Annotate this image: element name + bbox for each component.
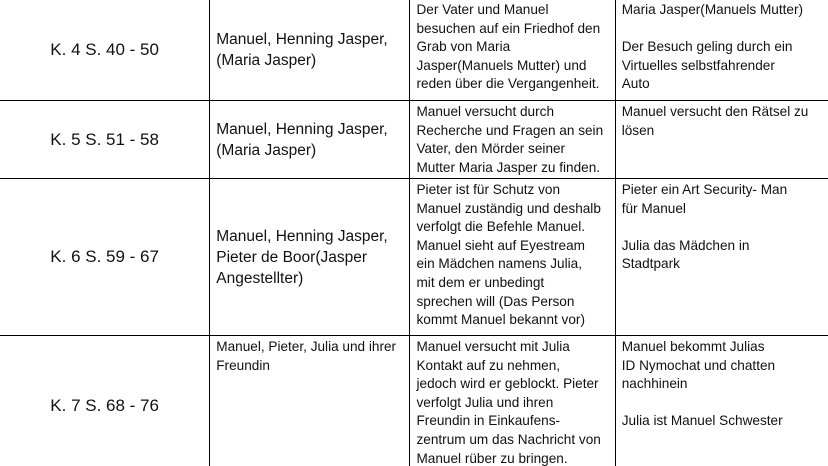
notes-text: Manuel versucht den Rätsel zu lösen bbox=[621, 104, 809, 138]
notes-text: Pieter ein Art Security- Man für Manuel Julia das Mädchen in Stadtpark bbox=[621, 182, 788, 272]
chapter-cell bbox=[0, 101, 210, 179]
notes-cell bbox=[615, 0, 828, 101]
table-row bbox=[0, 101, 828, 179]
characters-text: Manuel, Henning Jasper, Pieter de Boor(Jasper Angestellter) bbox=[216, 227, 388, 287]
chapter-label: K. 7 S. 68 - 76 bbox=[50, 395, 159, 415]
events-text: Manuel versucht durch Recherche und Fragen an sein Vater, den Mörder seiner Mutter Maria Jasper zu finden. bbox=[416, 104, 604, 175]
notes-cell bbox=[615, 101, 828, 179]
events-text: Pieter ist für Schutz von Manuel zuständig und deshalb verfolgt die Befehle Manuel. Manuel sieht auf Eyestream ein Mädchen namens Julia, mit dem er unbedingt sprechen will (Das Person kommt Manuel bekannt vor) bbox=[416, 182, 601, 328]
chapter-cell bbox=[0, 336, 210, 466]
characters-cell bbox=[210, 101, 410, 179]
events-cell bbox=[410, 336, 615, 466]
chapter-cell bbox=[0, 179, 210, 336]
characters-text: Manuel, Henning Jasper, (Maria Jasper) bbox=[216, 120, 388, 159]
chapter-cell bbox=[0, 0, 210, 101]
table-row bbox=[0, 336, 828, 466]
chapter-label: K. 4 S. 40 - 50 bbox=[50, 39, 159, 59]
events-text: Manuel versucht mit Julia Kontakt auf zu nehmen, jedoch wird er geblockt. Pieter verfolgt Julia und ihren Freundin in Einkaufens- zentrum um das Nachricht von Manuel rüber zu bringen. bbox=[416, 339, 601, 466]
chapter-label: K. 6 S. 59 - 67 bbox=[50, 247, 159, 266]
chapter-label: K. 5 S. 51 - 58 bbox=[50, 129, 159, 149]
characters-cell bbox=[210, 0, 410, 101]
notes-text: Manuel bekommt Julias ID Nymochat und chatten nachhinein Julia ist Manuel Schwester bbox=[621, 339, 783, 429]
events-cell bbox=[410, 179, 615, 336]
characters-cell bbox=[210, 179, 410, 336]
characters-cell bbox=[210, 336, 410, 466]
notes-text: Maria Jasper(Manuels Mutter) Der Besuch geling durch ein Virtuelles selbstfahrender Auto bbox=[621, 2, 804, 92]
notes-cell bbox=[615, 336, 828, 466]
table-row bbox=[0, 0, 828, 101]
characters-text: Manuel, Henning Jasper, (Maria Jasper) bbox=[216, 30, 388, 69]
characters-text: Manuel, Pieter, Julia und ihrer Freundin bbox=[216, 339, 397, 373]
events-cell bbox=[410, 101, 615, 179]
table-row bbox=[0, 179, 828, 336]
events-cell bbox=[410, 0, 615, 101]
notes-cell bbox=[615, 179, 828, 336]
events-text: Der Vater und Manuel besuchen auf ein Friedhof den Grab von Maria Jasper(Manuels Mutter) und reden über die Vergangenheit. bbox=[416, 2, 601, 92]
